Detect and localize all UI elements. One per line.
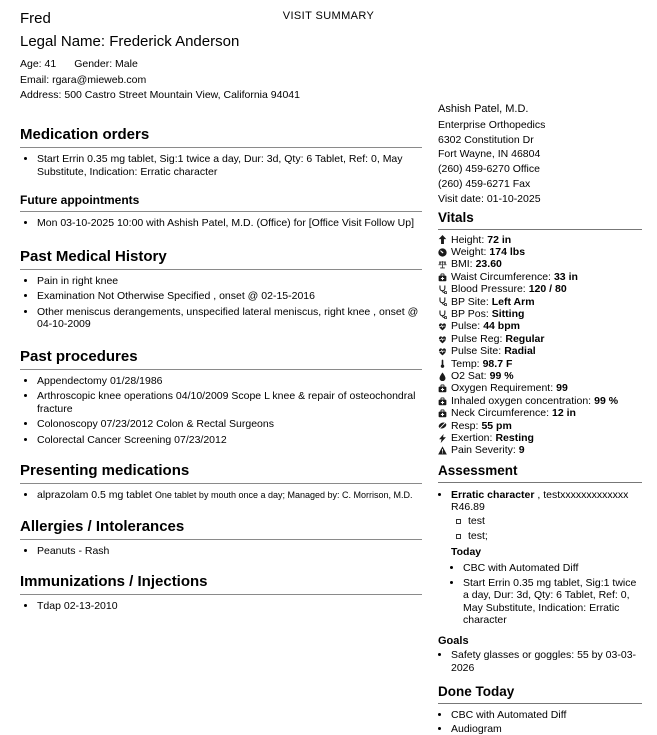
immunizations-list: [20, 600, 422, 613]
list-item: • Start Errin 0.35 mg tablet, Sig:1 twice a day, Dur: 3d, Qty: 6 Tablet, Ref: 0, May Substitute, Indication: Erratic character: [463, 577, 642, 626]
list-item: • CBC with Automated Diff: [451, 709, 642, 721]
medication-detail: One tablet by mouth once a day; Managed by: C. Morrison, M.D.: [154, 490, 413, 500]
medication-orders-heading: Medication orders: [20, 126, 422, 148]
section-future-appointments: [20, 193, 422, 230]
stethoscope-icon: [438, 297, 447, 306]
section-past-procedures: [20, 348, 422, 447]
patient-name: Fred: [20, 10, 51, 27]
weight-scale-icon: [438, 248, 447, 257]
height-arrow-icon: [438, 235, 447, 244]
heart-icon: [438, 335, 447, 344]
page-title: VISIT SUMMARY: [282, 10, 375, 22]
list-item: • Examination Not Otherwise Specified , onset @ 02-15-2016: [37, 290, 422, 303]
provider-name: Ashish Patel, M.D.: [438, 103, 529, 115]
visit-date: Visit date: 01-10-2025: [438, 192, 541, 205]
section-done-today: [438, 684, 642, 735]
stethoscope-icon: [438, 310, 447, 319]
vital-row: Waist Circumference: 33 in: [438, 272, 642, 282]
medkit-icon: [438, 273, 447, 282]
vital-row: Inhaled oxygen concentration: 99 %: [438, 396, 642, 406]
medkit-icon: [438, 409, 447, 418]
vital-row: Pain Severity: 9: [438, 445, 642, 455]
vital-row: Height: 72 in: [438, 235, 642, 245]
vitals-list: [438, 235, 642, 456]
medkit-icon: [438, 384, 447, 393]
section-assessment: [438, 463, 642, 626]
left-column: [20, 8, 422, 700]
list-item: • Safety glasses or goggles: 55 by 03-03-2026: [451, 649, 642, 674]
assessment-diagnosis: Erratic character: [451, 488, 535, 501]
list-item: • Mon 03-10-2025 10:00 with Ashish Patel, M.D. (Office) for [Office Visit Follow Up]: [37, 217, 422, 230]
vital-row: O2 Sat: 99 %: [438, 371, 642, 381]
list-item: • Other meniscus derangements, unspecified lateral meniscus, right knee , onset @ 04-10-2009: [37, 306, 422, 331]
medication-orders-list: [20, 153, 422, 178]
future-appointments-heading: Future appointments: [20, 193, 422, 212]
presenting-medications-heading: Presenting medications: [20, 462, 422, 484]
medkit-icon: [438, 397, 447, 406]
vitals-heading: Vitals: [438, 210, 642, 230]
vital-row: Exertion: Resting: [438, 433, 642, 443]
list-item: [37, 489, 422, 502]
heart-icon: [438, 347, 447, 356]
provider-phone-office: (260) 459-6270 Office: [438, 163, 540, 176]
presenting-medications-list: [20, 489, 422, 502]
bmi-balance-icon: [438, 260, 447, 269]
future-appointments-list: [20, 217, 422, 230]
warning-icon: [438, 446, 447, 455]
allergies-heading: Allergies / Intolerances: [20, 518, 422, 540]
list-item: • Pain in right knee: [37, 275, 422, 288]
provider-practice: Enterprise Orthopedics: [438, 118, 546, 131]
done-today-heading: Done Today: [438, 684, 642, 704]
assessment-heading: Assessment: [438, 463, 642, 483]
patient-age: Age: 41: [20, 58, 57, 70]
list-item: • Start Errin 0.35 mg tablet, Sig:1 twice a day, Dur: 3d, Qty: 6 Tablet, Ref: 0, May Substitute, Indication: Erratic character: [37, 153, 422, 178]
list-item: • Tdap 02-13-2010: [37, 600, 422, 613]
assessment-detail: , testxxxxxxxxxxxxx R46.89: [451, 488, 629, 514]
lungs-icon: [438, 421, 447, 430]
stethoscope-icon: [438, 285, 447, 294]
bolt-icon: [438, 434, 447, 443]
assessment-list: [438, 489, 642, 626]
right-column: [438, 8, 642, 735]
assessment-sub-list: [451, 516, 642, 542]
past-procedures-heading: Past procedures: [20, 348, 422, 370]
past-procedures-list: [20, 375, 422, 447]
goals-list: [438, 649, 642, 674]
vital-row: Neck Circumference: 12 in: [438, 408, 642, 418]
goals-heading: Goals: [438, 635, 469, 648]
done-today-list: [438, 709, 642, 735]
vital-row: Weight: 174 lbs: [438, 247, 642, 257]
sub-item: test;: [456, 531, 642, 542]
provider-block: [438, 104, 642, 205]
immunizations-heading: Immunizations / Injections: [20, 573, 422, 595]
today-label: Today: [451, 546, 482, 559]
vital-row: Resp: 55 pm: [438, 421, 642, 431]
provider-address-line1: 6302 Constitution Dr: [438, 133, 534, 146]
list-item: • Audiogram: [451, 723, 642, 735]
vital-row: BP Pos: Sitting: [438, 309, 642, 319]
droplet-icon: [438, 372, 447, 381]
patient-email: Email: rgara@mieweb.com: [20, 73, 147, 86]
vital-row: Pulse: 44 bpm: [438, 321, 642, 331]
sub-item: test: [456, 516, 642, 527]
past-medical-history-heading: Past Medical History: [20, 248, 422, 270]
patient-age-gender: [20, 59, 422, 70]
today-list: [451, 562, 642, 626]
vital-row: Pulse Site: Radial: [438, 346, 642, 356]
allergies-list: [20, 545, 422, 558]
vital-row: BP Site: Left Arm: [438, 297, 642, 307]
section-past-medical-history: [20, 248, 422, 331]
list-item: • Peanuts - Rash: [37, 545, 422, 558]
patient-address: Address: 500 Castro Street Mountain View, California 94041: [20, 89, 300, 101]
section-goals: [438, 635, 642, 674]
heart-icon: [438, 322, 447, 331]
list-item: • Appendectomy 01/28/1986: [37, 375, 422, 388]
list-item: • Colorectal Cancer Screening 07/23/2012: [37, 434, 422, 447]
assessment-item: [451, 489, 642, 626]
vital-row: BMI: 23.60: [438, 259, 642, 269]
section-presenting-medications: [20, 462, 422, 502]
provider-phone-fax: (260) 459-6271 Fax: [438, 177, 531, 190]
section-medication-orders: [20, 126, 422, 178]
list-item: • Arthroscopic knee operations 04/10/2009 Scope L knee & repair of osteochondral fracture: [37, 390, 422, 415]
vital-row: Temp: 98.7 F: [438, 359, 642, 369]
patient-gender: Gender: Male: [74, 58, 138, 70]
list-item: • Colonoscopy 07/23/2012 Colon & Rectal Surgeons: [37, 418, 422, 431]
patient-legal-name: Legal Name: Frederick Anderson: [20, 33, 240, 50]
provider-address-line2: Fort Wayne, IN 46804: [438, 148, 541, 161]
vital-row: Oxygen Requirement: 99: [438, 383, 642, 393]
vital-row: Blood Pressure: 120 / 80: [438, 284, 642, 294]
medication-name: alprazolam 0.5 mg tablet: [37, 489, 152, 501]
thermometer-icon: [438, 359, 447, 368]
section-vitals: [438, 210, 642, 456]
section-immunizations: [20, 573, 422, 613]
section-allergies: [20, 518, 422, 558]
past-medical-history-list: [20, 275, 422, 331]
vital-row: Pulse Reg: Regular: [438, 334, 642, 344]
list-item: • CBC with Automated Diff: [463, 562, 642, 574]
